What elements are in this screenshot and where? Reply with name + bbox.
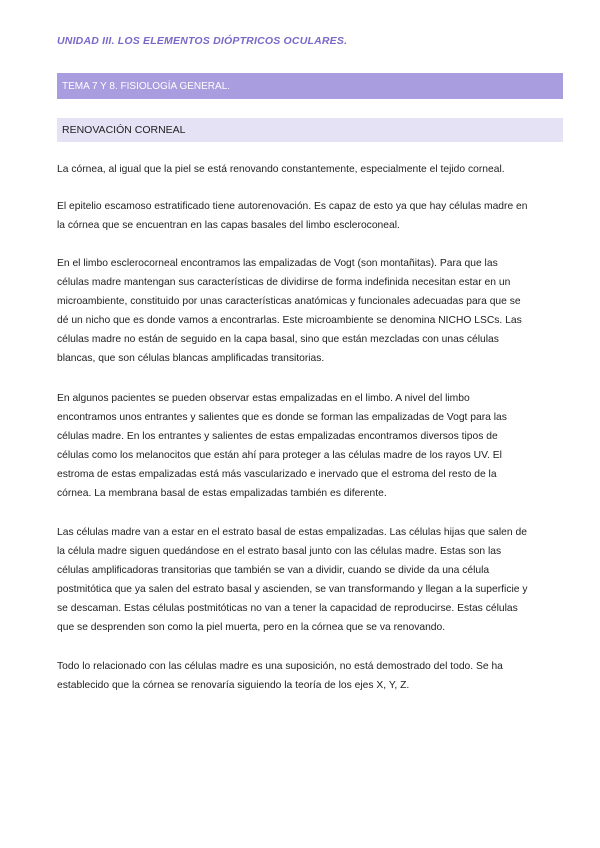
text-line: blancas, que son células blancas amplificadas transitorias. [57,353,325,364]
text-line: células amplificadoras transitorias que también se van a dividir, cuando se divide da una célula [57,565,490,576]
text-line: que se desprenden son como la piel muerta, pero en la córnea que se va renovando. [57,622,446,633]
text-line: microambiente, constituido por unas características anatómicas y funcionales adecuadas para que se [57,296,521,307]
paragraph-6 [57,657,563,695]
text-line: Todo lo relacionado con las células madre es una suposición, no está demostrado del todo. Se ha [57,661,503,672]
text-line: células madre no están de seguido en la capa basal, sino que están mezcladas con unas células [57,334,499,345]
text-line: células como los melanocitos que están ahí para proteger a las células madre de los rayos UV. El [57,450,502,461]
unit-title: UNIDAD III. LOS ELEMENTOS DIÓPTRICOS OCULARES. [57,35,348,47]
section-heading: RENOVACIÓN CORNEAL [62,124,186,136]
text-line: En algunos pacientes se pueden observar estas empalizadas en el limbo. A nivel del limbo [57,393,470,404]
text-line: la córnea que se encuentran en las capas basales del limbo escleroconeal. [57,220,400,231]
text-line: dé un nicho que es donde vamos a encontrarlas. Este microambiente se denomina NICHO LSCs. Las [57,315,522,326]
text-line: El epitelio escamoso estratificado tiene autorenovación. Es capaz de esto ya que hay células madre en [57,201,528,212]
text-line: Las células madre van a estar en el estrato basal de estas empalizadas. Las células hijas que salen de [57,527,527,538]
text-line: La córnea, al igual que la piel se está renovando constantemente, especialmente el tejido corneal. [57,164,505,175]
text-line: células madre mantengan sus características de dividirse de forma indefinida necesitan estar en un [57,277,511,288]
paragraph-1 [57,160,563,179]
text-line: establecido que la córnea se renovaría siguiendo la teoría de los ejes X, Y, Z. [57,680,410,691]
paragraph-2 [57,197,563,235]
text-line: postmitótica que ya salen del estrato basal y ascienden, se van transformando y llegan a la superficie y [57,584,528,595]
text-line: córnea. La membrana basal de estas empalizadas también es diferente. [57,488,387,499]
text-line: se descaman. Estas células postmitóticas no van a tener la capacidad de reproducirse. Estas células [57,603,518,614]
section-heading-bar [57,118,563,142]
paragraph-3 [57,254,563,368]
text-line: encontramos unos entrantes y salientes que es donde se forman las empalizadas de Vogt para las [57,412,507,423]
topic-heading: TEMA 7 Y 8. FISIOLOGÍA GENERAL. [62,81,231,92]
paragraph-4 [57,389,563,503]
topic-heading-bar [57,73,563,99]
text-line: células madre. En los entrantes y salientes de estas empalizadas encontramos diversos tipos de [57,431,498,442]
text-line: la célula madre siguen quedándose en el estrato basal junto con las células madre. Estas son las [57,546,502,557]
text-line: estroma de estas empalizadas está más vascularizado e inervado que el estroma del resto de la [57,469,497,480]
paragraph-5 [57,523,563,637]
text-line: En el limbo esclerocorneal encontramos las empalizadas de Vogt (son montañitas). Para que las [57,258,498,269]
